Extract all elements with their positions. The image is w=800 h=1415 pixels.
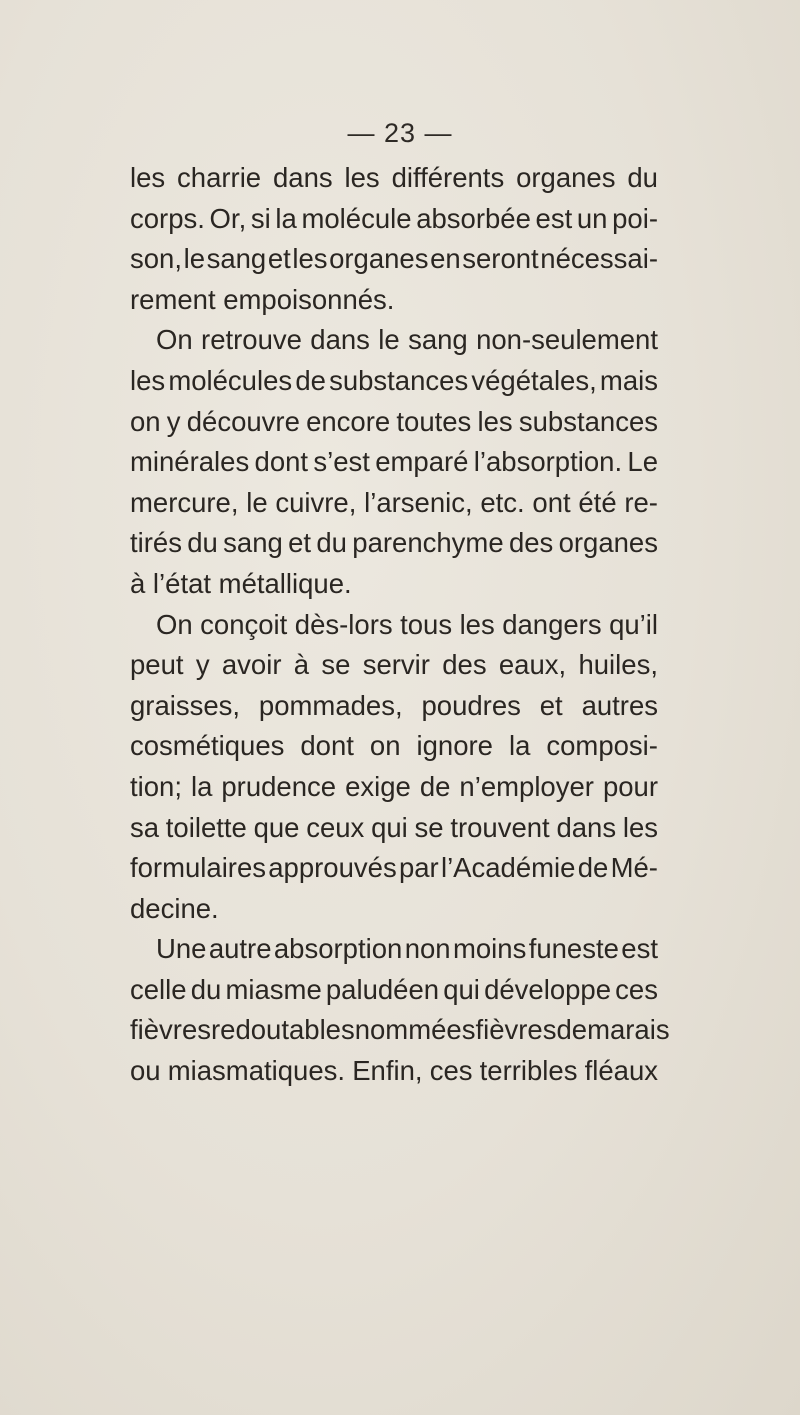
text-line: à l’état métallique.	[130, 567, 352, 599]
text-line: ou miasmatiques. Enfin, ces terribles fléaux	[130, 1055, 658, 1087]
page-number: — 23 —	[347, 118, 453, 148]
text-line: cosmétiques dont on ignore la composi-	[130, 730, 658, 762]
text-line: minérales dont s’est emparé l’absorption. Le	[130, 446, 658, 478]
text-line: formulaires approuvés par l’Académie de Mé-	[130, 852, 658, 884]
text-line: tirés du sang et du parenchyme des organes	[130, 527, 658, 559]
text-line: rement empoisonnés.	[130, 283, 395, 315]
text-line: mercure, le cuivre, l’arsenic, etc. ont été re-	[130, 486, 658, 518]
text-line: on y découvre encore toutes les substances	[130, 405, 658, 437]
text-line: sa toilette que ceux qui se trouvent dans les	[130, 811, 658, 843]
text-line: son, le sang et les organes en seront nécessai-	[130, 243, 658, 275]
text-line: tion; la prudence exige de n’employer pour	[130, 770, 658, 802]
text-line: corps. Or, si la molécule absorbée est un poi-	[130, 202, 658, 234]
text-line: les charrie dans les différents organes du	[130, 162, 658, 193]
text-line: On conçoit dès-lors tous les dangers qu’il	[156, 608, 658, 640]
text-line: peut y avoir à se servir des eaux, huiles,	[130, 649, 658, 681]
text-line: fièvres redoutables nommées fièvres de marais	[130, 1014, 670, 1046]
text-line: decine.	[130, 892, 219, 924]
text-line: On retrouve dans le sang non-seulement	[156, 324, 658, 356]
body-text	[130, 158, 670, 1092]
text-line: Une autre absorption non moins funeste est	[156, 933, 658, 965]
text-line: graisses, pommades, poudres et autres	[130, 689, 658, 721]
text-line: les molécules de substances végétales, mais	[130, 364, 658, 396]
text-line: celle du miasme paludéen qui développe ces	[130, 973, 658, 1005]
